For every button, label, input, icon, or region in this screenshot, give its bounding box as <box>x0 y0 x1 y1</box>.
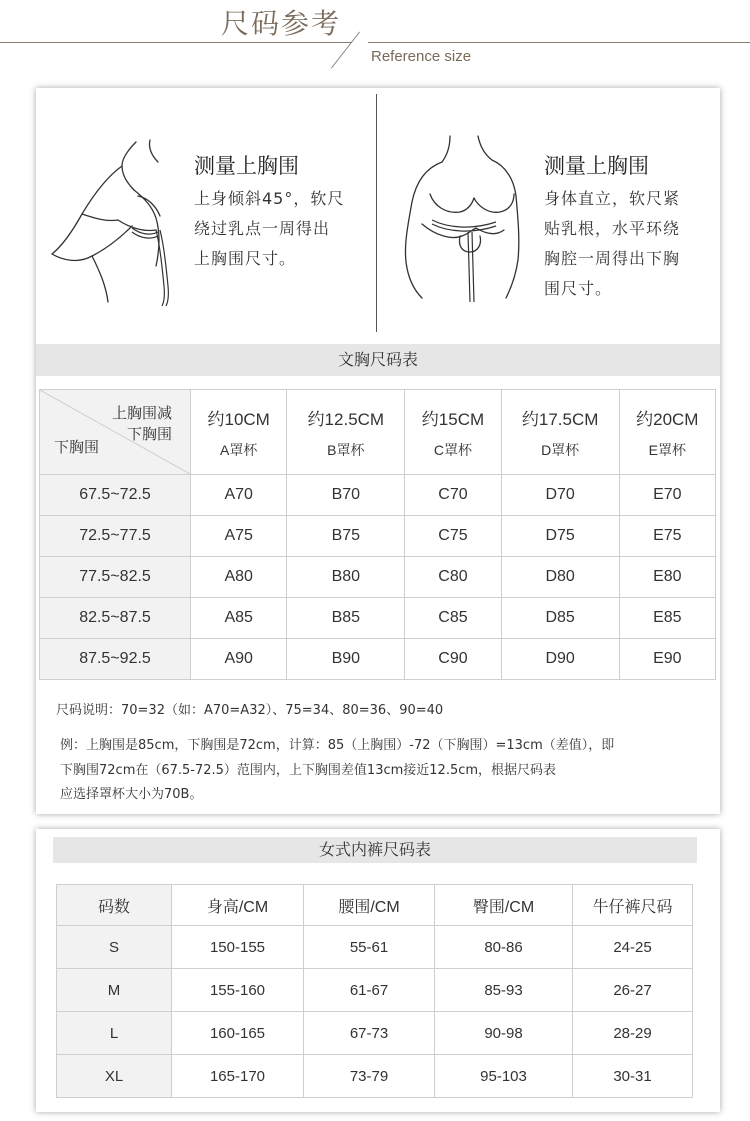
measure-right-line: 身体直立，软尺紧 <box>544 189 681 208</box>
corner-label-top: 上胸围减 <box>111 405 172 422</box>
table-row <box>57 1055 693 1098</box>
size-cell: A80 <box>191 557 287 598</box>
size-code: L <box>57 1012 172 1055</box>
size-cell: E80 <box>619 557 715 598</box>
table-cell: 90-98 <box>435 1012 573 1055</box>
size-cell: B90 <box>287 639 405 680</box>
panty-chart-title: 女式内裤尺码表 <box>53 837 697 863</box>
size-cell: A75 <box>191 516 287 557</box>
bra-size-card <box>36 88 720 814</box>
measure-right-title: 测量上胸围 <box>544 154 649 178</box>
size-cell: D85 <box>501 598 619 639</box>
column-header: 腰围/CM <box>304 885 435 926</box>
cup-name: B罩杯 <box>327 441 365 458</box>
table-cell: 155-160 <box>172 969 304 1012</box>
band-range: 67.5~72.5 <box>40 475 191 516</box>
size-cell: B70 <box>287 475 405 516</box>
table-cell: 80-86 <box>435 926 573 969</box>
page-subtitle: Reference size <box>371 48 472 65</box>
column-header: 牛仔裤尺码 <box>573 885 693 926</box>
table-cell: 150-155 <box>172 926 304 969</box>
column-header: 臀围/CM <box>435 885 573 926</box>
column-header: 码数 <box>57 885 172 926</box>
size-cell: C85 <box>405 598 501 639</box>
table-cell: 165-170 <box>172 1055 304 1098</box>
table-cell: 55-61 <box>304 926 435 969</box>
column-header: 身高/CM <box>172 885 304 926</box>
measure-divider <box>376 94 377 332</box>
band-range: 77.5~82.5 <box>40 557 191 598</box>
panty-size-table <box>56 884 693 1098</box>
header-divider-right <box>368 42 750 43</box>
corner-label-top: 下胸围 <box>126 426 172 443</box>
size-cell: E70 <box>619 475 715 516</box>
cup-header <box>619 390 715 475</box>
measure-right-line: 围尺寸。 <box>544 279 613 298</box>
cup-diff: 约12.5CM <box>307 409 385 429</box>
table-cell: 85-93 <box>435 969 573 1012</box>
table-cell: 61-67 <box>304 969 435 1012</box>
cup-name: A罩杯 <box>220 441 258 458</box>
table-row <box>40 639 716 680</box>
example-line: 应选择罩杯大小为70B。 <box>60 787 203 802</box>
example-line: 例：上胸围是85cm，下胸围是72cm，计算：85（上胸围）-72（下胸围）=13cm（差值），即 <box>60 738 615 753</box>
table-row <box>40 475 716 516</box>
band-range: 72.5~77.5 <box>40 516 191 557</box>
table-cell: 26-27 <box>573 969 693 1012</box>
cup-diff: 约15CM <box>421 409 485 429</box>
size-cell: B80 <box>287 557 405 598</box>
size-note: 尺码说明：70=32（如：A70=A32）、75=34、80=36、90=40 <box>56 703 444 718</box>
size-cell: A85 <box>191 598 287 639</box>
measure-left-line: 绕过乳点一周得出 <box>194 219 331 238</box>
size-cell: E75 <box>619 516 715 557</box>
measure-right-line: 胸腔一周得出下胸 <box>544 249 681 268</box>
cup-name: E罩杯 <box>648 441 686 458</box>
table-cell: 28-29 <box>573 1012 693 1055</box>
measure-left-line: 上身倾斜45°，软尺 <box>194 189 345 208</box>
measure-left-title: 测量上胸围 <box>194 154 299 178</box>
cup-header <box>405 390 501 475</box>
size-code: XL <box>57 1055 172 1098</box>
size-cell: A90 <box>191 639 287 680</box>
table-cell: 160-165 <box>172 1012 304 1055</box>
cup-diff: 约17.5CM <box>521 409 599 429</box>
band-range: 82.5~87.5 <box>40 598 191 639</box>
size-cell: E90 <box>619 639 715 680</box>
example-line: 下胸围72cm在（67.5-72.5）范围内，上下胸围差值13cm接近12.5cm，根据尺码表 <box>60 763 557 778</box>
table-row <box>40 557 716 598</box>
header-divider-left <box>0 42 352 43</box>
panty-size-card <box>36 829 720 1112</box>
table-row <box>40 516 716 557</box>
table-row <box>57 969 693 1012</box>
table-corner-cell <box>40 390 191 475</box>
band-range: 87.5~92.5 <box>40 639 191 680</box>
size-cell: C75 <box>405 516 501 557</box>
size-cell: E85 <box>619 598 715 639</box>
table-header-row <box>40 390 716 475</box>
table-cell: 95-103 <box>435 1055 573 1098</box>
cup-header <box>501 390 619 475</box>
bra-chart-title: 文胸尺码表 <box>36 344 720 376</box>
size-cell: A70 <box>191 475 287 516</box>
size-cell: C90 <box>405 639 501 680</box>
size-cell: D80 <box>501 557 619 598</box>
size-code: M <box>57 969 172 1012</box>
corner-label-bottom: 下胸围 <box>54 439 100 456</box>
size-cell: B75 <box>287 516 405 557</box>
size-code: S <box>57 926 172 969</box>
table-cell: 30-31 <box>573 1055 693 1098</box>
table-cell: 73-79 <box>304 1055 435 1098</box>
table-cell: 24-25 <box>573 926 693 969</box>
cup-name: D罩杯 <box>541 441 580 458</box>
measure-right-line: 贴乳根，水平环绕 <box>544 219 681 238</box>
table-row <box>57 1012 693 1055</box>
table-row <box>57 926 693 969</box>
cup-diff: 约10CM <box>207 409 270 429</box>
page-title: 尺码参考 <box>221 7 342 40</box>
table-cell: 67-73 <box>304 1012 435 1055</box>
cup-diff: 约20CM <box>636 409 699 429</box>
bra-size-table <box>39 389 716 680</box>
size-cell: C80 <box>405 557 501 598</box>
measure-upper-bust-illustration <box>48 136 170 308</box>
size-cell: D75 <box>501 516 619 557</box>
size-cell: B85 <box>287 598 405 639</box>
size-cell: D90 <box>501 639 619 680</box>
cup-header <box>287 390 405 475</box>
cup-header <box>191 390 287 475</box>
table-header-row <box>57 885 693 926</box>
table-row <box>40 598 716 639</box>
cup-name: C罩杯 <box>433 441 473 458</box>
measure-under-bust-illustration <box>392 132 528 304</box>
size-cell: D70 <box>501 475 619 516</box>
measure-left-line: 上胸围尺寸。 <box>194 249 297 268</box>
size-cell: C70 <box>405 475 501 516</box>
